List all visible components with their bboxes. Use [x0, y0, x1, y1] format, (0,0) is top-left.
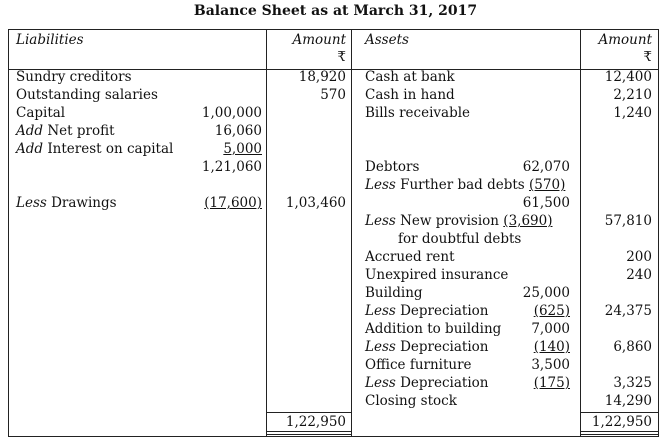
building-label: Building: [365, 285, 423, 301]
furniture-dep-label: Less Depreciation: [365, 375, 489, 391]
capital-subtotal: 1,21,060: [201, 159, 262, 175]
rupee-symbol-left: ₹: [337, 49, 346, 65]
bad-debts-label: Less Further bad debts (570): [365, 177, 566, 193]
less-prefix: Less: [365, 339, 396, 355]
total-double-rule-right: [580, 431, 659, 432]
interest-capital-label: Add Interest on capital: [16, 141, 174, 157]
building-dep-inner: (625): [533, 303, 570, 319]
accrued-rent-label: Accrued rent: [365, 249, 455, 265]
office-furniture-inner: 3,500: [531, 357, 570, 373]
cash-bank-label: Cash at bank: [365, 69, 455, 85]
cash-hand-amount: 2,210: [613, 87, 652, 103]
column-divider: [266, 29, 267, 437]
closing-stock-label: Closing stock: [365, 393, 457, 409]
unexpired-insurance-amount: 240: [626, 267, 652, 283]
liabilities-total: 1,22,950: [285, 414, 346, 430]
drawings-label: Less Drawings: [16, 195, 117, 211]
rupee-symbol-right: ₹: [643, 49, 652, 65]
addition-building-inner: 7,000: [531, 321, 570, 337]
drawings-inner: (17,600): [204, 195, 262, 211]
column-divider: [580, 29, 581, 437]
new-provision-label: Less New provision (3,690): [365, 213, 553, 229]
furniture-dep-inner: (175): [533, 375, 570, 391]
capital-label: Capital: [16, 105, 66, 121]
addition-dep-label: Less Depreciation: [365, 339, 489, 355]
less-prefix: Less: [16, 195, 47, 211]
total-double-rule-left: [266, 431, 351, 432]
debtors-subtotal: 61,500: [522, 195, 570, 211]
total-double-rule-right: [580, 434, 659, 435]
capital-net-amount: 1,03,460: [285, 195, 346, 211]
net-profit-label: Add Net profit: [16, 123, 115, 139]
bills-label: Bills receivable: [365, 105, 471, 121]
interest-capital-inner: 5,000: [223, 141, 262, 157]
net-profit-inner: 16,060: [214, 123, 262, 139]
liabilities-header: Liabilities: [16, 32, 84, 48]
provision-continuation: for doubtful debts: [398, 231, 522, 247]
less-prefix: Less: [365, 303, 396, 319]
cash-bank-amount: 12,400: [604, 69, 652, 85]
sundry-creditors-label: Sundry creditors: [16, 69, 132, 85]
assets-header: Assets: [365, 32, 409, 48]
closing-stock-amount: 14,290: [604, 393, 652, 409]
outstanding-salaries-label: Outstanding salaries: [16, 87, 158, 103]
accrued-rent-amount: 200: [626, 249, 652, 265]
assets-total: 1,22,950: [591, 414, 652, 430]
less-prefix: Less: [365, 177, 396, 193]
column-divider: [351, 29, 352, 437]
outstanding-salaries-amount: 570: [320, 87, 346, 103]
bills-amount: 1,240: [613, 105, 652, 121]
less-prefix: Less: [365, 213, 396, 229]
add-prefix: Add: [16, 123, 44, 139]
furniture-net-amount: 3,325: [613, 375, 652, 391]
capital-inner: 1,00,000: [201, 105, 262, 121]
net-debtors-amount: 57,810: [604, 213, 652, 229]
office-furniture-label: Office furniture: [365, 357, 472, 373]
page-title: Balance Sheet as at March 31, 2017: [193, 3, 478, 19]
cash-hand-label: Cash in hand: [365, 87, 455, 103]
debtors-inner: 62,070: [522, 159, 570, 175]
addition-net-amount: 6,860: [613, 339, 652, 355]
building-dep-label: Less Depreciation: [365, 303, 489, 319]
total-double-rule-left: [266, 434, 351, 435]
addition-dep-inner: (140): [533, 339, 570, 355]
amount-header-left: Amount: [292, 32, 346, 48]
add-prefix: Add: [16, 141, 44, 157]
sundry-creditors-amount: 18,920: [298, 69, 346, 85]
unexpired-insurance-label: Unexpired insurance: [365, 267, 509, 283]
debtors-label: Debtors: [365, 159, 420, 175]
amount-header-right: Amount: [598, 32, 652, 48]
less-prefix: Less: [365, 375, 396, 391]
addition-building-label: Addition to building: [365, 321, 502, 337]
building-inner: 25,000: [522, 285, 570, 301]
building-net-amount: 24,375: [604, 303, 652, 319]
